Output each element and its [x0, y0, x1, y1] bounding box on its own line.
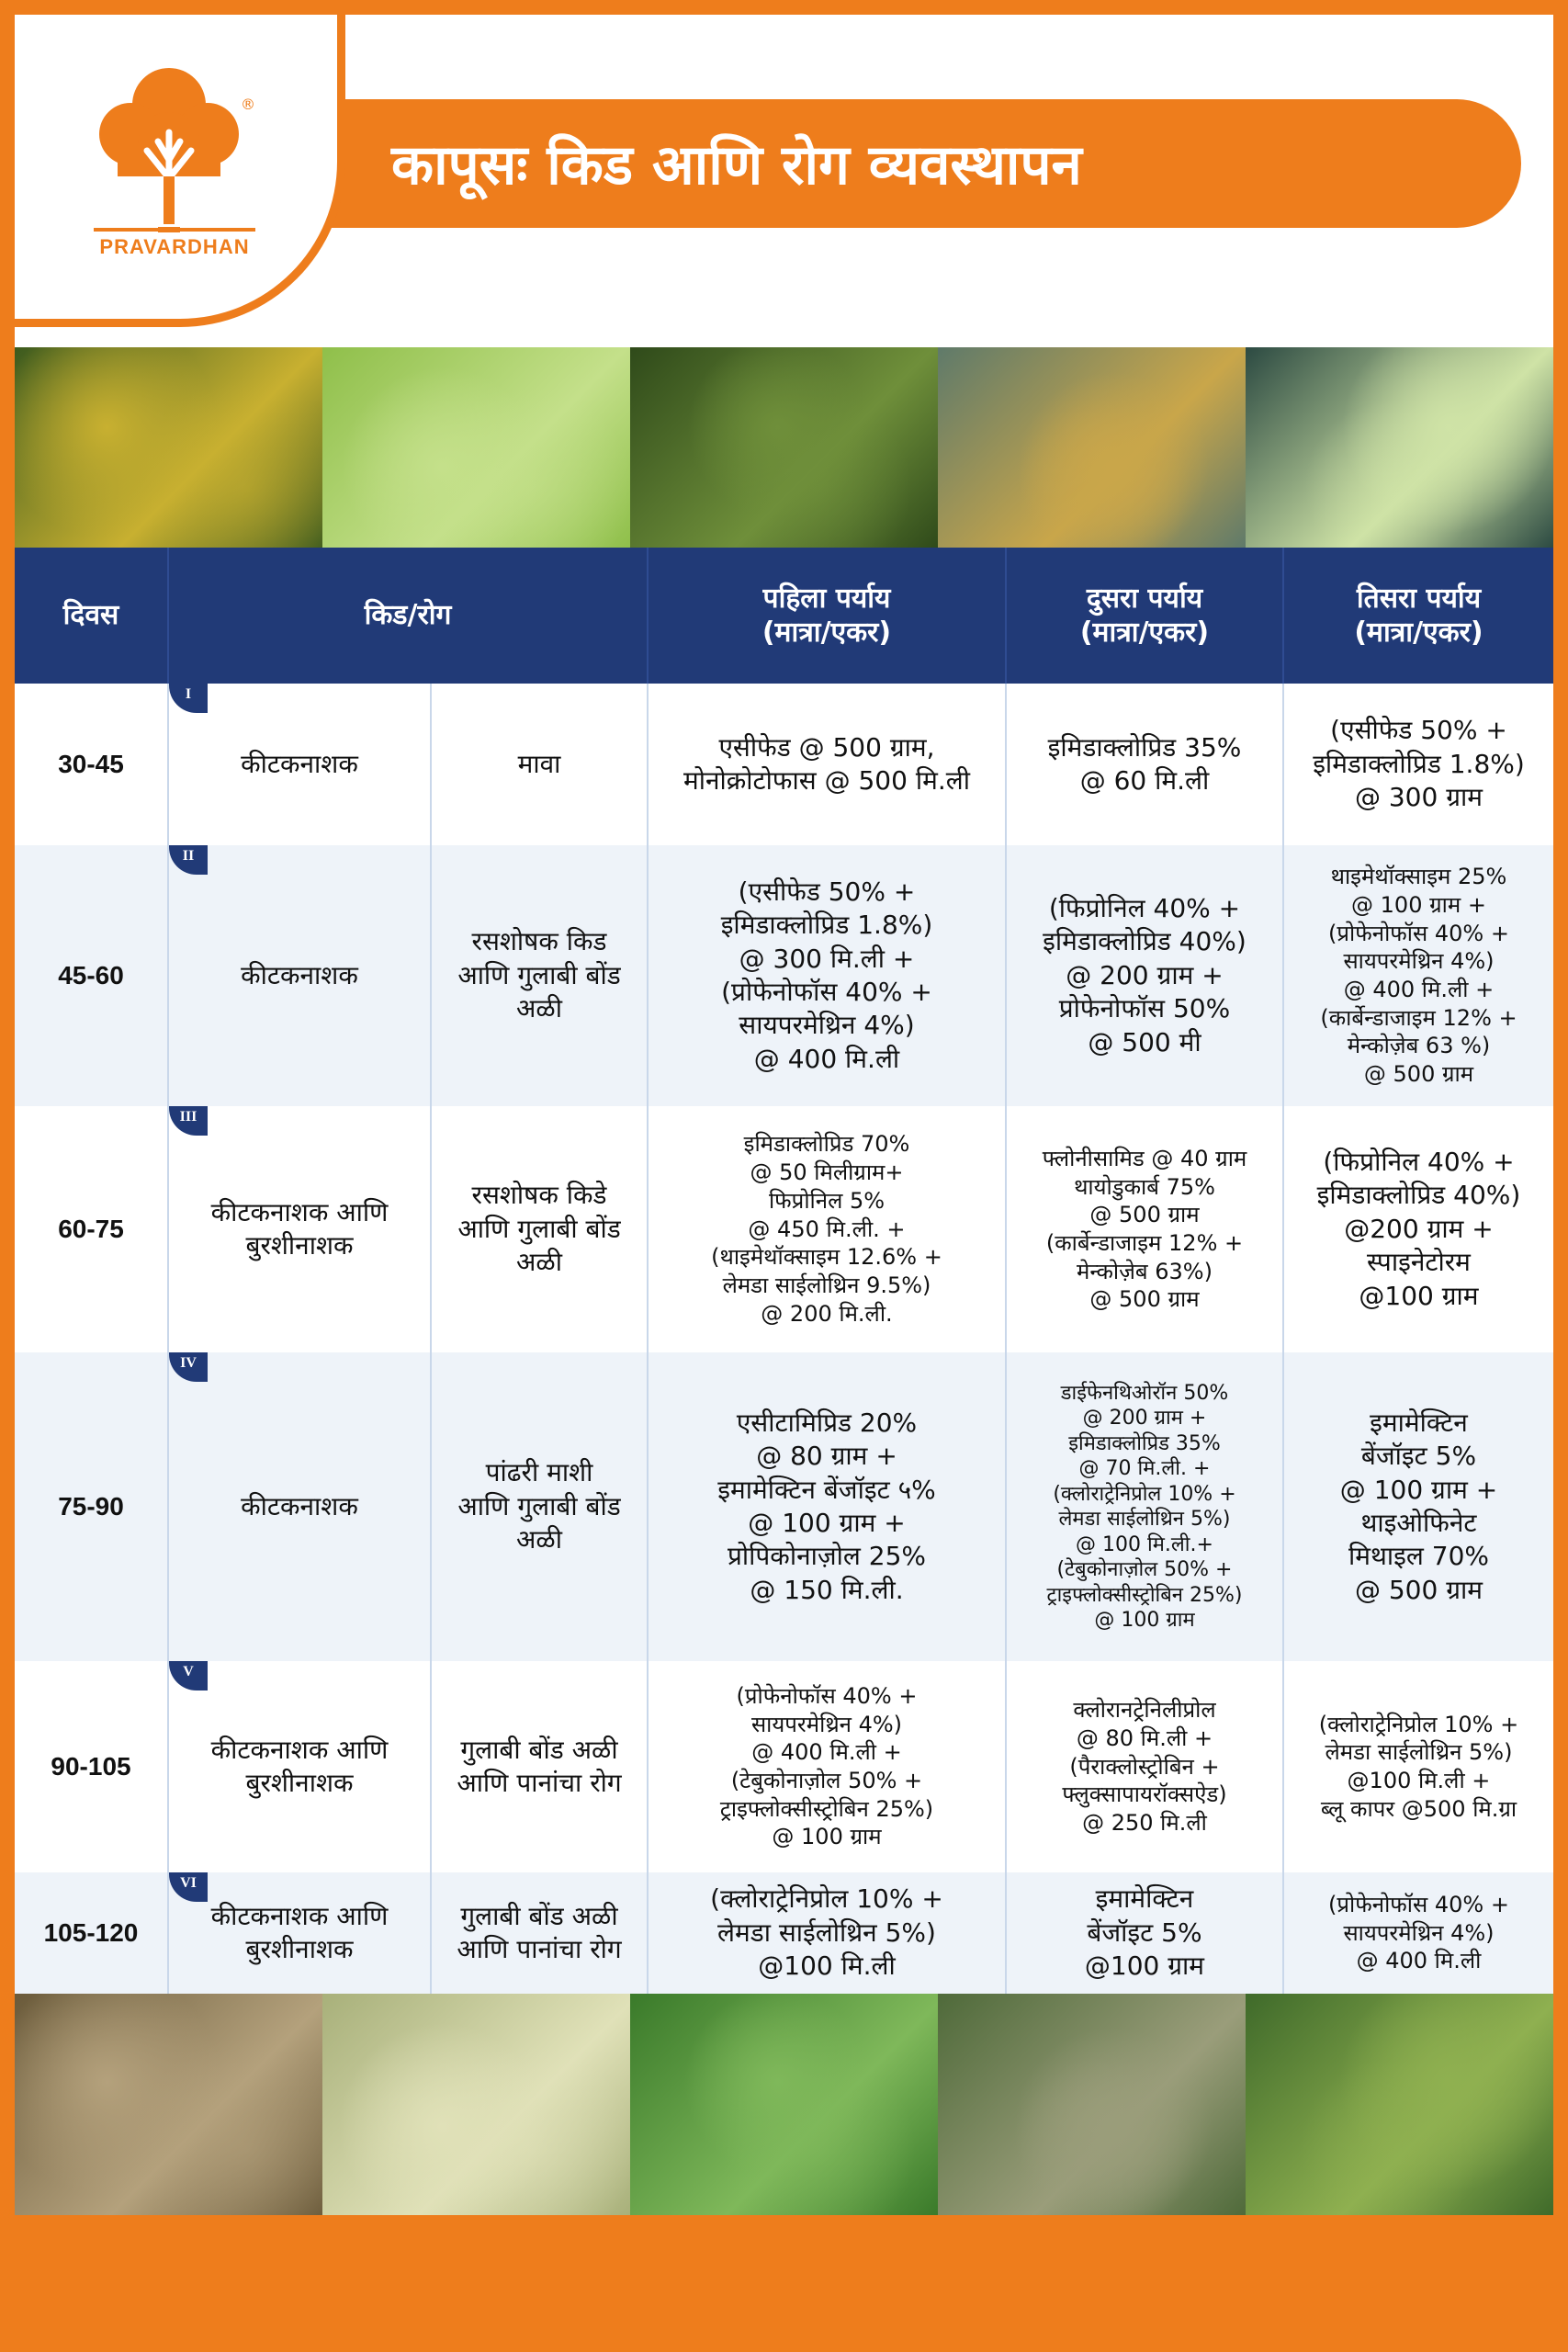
type-cell: कीटकनाशक आणि बुरशीनाशक: [169, 1661, 432, 1872]
option-3-cell: (क्लोराट्रेनिप्रोल 10% + लेमडा साईलोथ्रिन 5%) @100 मि.ली + ब्लू कापर @500 मि.ग्रा: [1318, 1711, 1519, 1822]
header-pest-disease: किड/रोग: [169, 548, 649, 684]
option-2-cell: फ्लोनीसामिड @ 40 ग्राम थायोडुकार्ब 75% @ 500 ग्राम (कार्बेन्डाजाइम 12% + मेन्कोज़ेब 63%) @ 500 ग्राम: [1007, 1106, 1284, 1352]
option-1-cell: इमिडाक्लोप्रिड 70% @ 50 मिलीग्राम+ फिप्रोनिल 5% @ 450 मि.ली. + (थाइमेथॉक्साइम 12.6% + लेमडा साईलोथ्रिन 9.5%) @ 200 मि.ली.: [649, 1106, 1007, 1352]
aphid-leaf-photo: [15, 347, 322, 548]
type-cell: कीटकनाशक: [169, 845, 432, 1106]
logo-badge: [15, 15, 345, 327]
leaf-spot-photo: [630, 1994, 938, 2215]
type-cell: कीटकनाशक आणि बुरशीनाशक: [169, 1106, 432, 1352]
header-option-1: पहिला पर्याय (मात्रा/एकर): [649, 548, 1007, 684]
days-cell: 90-105: [15, 1661, 169, 1872]
stage-number-badge: VI: [169, 1872, 208, 1902]
table-row: [15, 1661, 1553, 1872]
diseased-leaf-photo: [938, 1994, 1246, 2215]
option-1-cell: (क्लोराट्रेनिप्रोल 10% + लेमडा साईलोथ्रिन 5%) @100 मि.ली: [649, 1872, 1007, 1994]
damaged-boll-photo: [15, 1994, 322, 2215]
option-3-cell: इमामेक्टिन बेंजॉइट 5% @ 100 ग्राम + थाइओफिनेट मिथाइल 70% @ 500 ग्राम: [1339, 1407, 1498, 1605]
stage-number-badge: V: [169, 1661, 208, 1690]
table-row: [15, 845, 1553, 1106]
title-bar: [198, 99, 1521, 228]
stage-number-badge: III: [169, 1106, 208, 1136]
stage-number-badge: I: [169, 684, 208, 713]
stage-number-badge: II: [169, 845, 208, 875]
option-1-cell: एसीटामिप्रिड 20% @ 80 ग्राम + इमामेक्टिन बेंजॉइट ५% @ 100 ग्राम + प्रोपिकोनाज़ोल 25% @ 150 मि.ली.: [649, 1352, 1007, 1661]
option-2-cell: इमामेक्टिन बेंजॉइट 5% @100 ग्राम: [1007, 1872, 1284, 1994]
poster-sheet: [15, 15, 1553, 2215]
pest-cell: रसशोषक किड आणि गुलाबी बोंड अळी: [432, 845, 649, 1106]
table-row: [15, 1872, 1553, 1994]
pest-management-table: [15, 548, 1553, 1994]
stage-number-badge: IV: [169, 1352, 208, 1382]
table-row: [15, 1106, 1553, 1352]
option-2-cell: डाईफेनथिओरॉन 50% @ 200 ग्राम + इमिडाक्लोप्रिड 35% @ 70 मि.ली. + (क्लोराट्रेनिप्रोल 10% + लेमडा साईलोथ्रिन 5%) @ 100 मि.ली.+ (टेबुकोनाज़ोल 50% + ट्राइफ्लोक्सीस्ट्रोबिन 25%) @ 100 ग्राम: [1007, 1352, 1284, 1661]
top-photo-strip: [15, 347, 1553, 548]
wilting-plant-photo: [1246, 1994, 1553, 2215]
type-cell: कीटकनाशक आणि बुरशीनाशक: [169, 1872, 432, 1994]
green-leafhopper-photo: [322, 347, 630, 548]
bottom-photo-strip: [15, 1994, 1553, 2215]
days-cell: 75-90: [15, 1352, 169, 1661]
thrips-on-leaf-photo: [938, 347, 1246, 548]
footer-band: [0, 2215, 1568, 2352]
table-row: [15, 1352, 1553, 1661]
type-cell: कीटकनाशक: [169, 1352, 432, 1661]
header-option-3: तिसरा पर्याय (मात्रा/एकर): [1354, 582, 1483, 649]
registered-mark: ®: [241, 96, 255, 113]
pest-cell: रसशोषक किडे आणि गुलाबी बोंड अळी: [432, 1106, 649, 1352]
option-1-cell: (एसीफेड 50% + इमिडाक्लोप्रिड 1.8%) @ 300 मि.ली + (प्रोफेनोफॉस 40% + सायपरमेथ्रिन 4%) @ 400 मि.ली: [649, 845, 1007, 1106]
option-3-cell: (प्रोफेनोफॉस 40% + सायपरमेथ्रिन 4%) @ 400 मि.ली: [1328, 1891, 1509, 1974]
header-days: दिवस: [15, 548, 169, 684]
option-1-cell: (प्रोफेनोफॉस 40% + सायपरमेथ्रिन 4%) @ 400 मि.ली + (टेबुकोनाज़ोल 50% + ट्राइफ्लोक्सीस्ट्रोबिन 25%) @ 100 ग्राम: [649, 1661, 1007, 1872]
pest-cell: मावा: [432, 684, 649, 845]
cotton-plants-photo: [630, 347, 938, 548]
type-cell: कीटकनाशक: [169, 684, 432, 845]
page-title: कापूसः किड आणि रोग व्यवस्थापन: [391, 133, 1082, 198]
days-cell: 30-45: [15, 684, 169, 845]
tree-logo-icon: [96, 59, 243, 233]
option-3-cell: (एसीफेड 50% + इमिडाक्लोप्रिड 1.8%) @ 300 ग्राम: [1313, 715, 1525, 813]
pest-cell: गुलाबी बोंड अळी आणि पानांचा रोग: [432, 1872, 649, 1994]
option-2-cell: (फिप्रोनिल 40% + इमिडाक्लोप्रिड 40%) @ 200 ग्राम + प्रोफेनोफॉस 50% @ 500 मी: [1007, 845, 1284, 1106]
pest-cell: गुलाबी बोंड अळी आणि पानांचा रोग: [432, 1661, 649, 1872]
option-1-cell: एसीफेड @ 500 ग्राम, मोनोक्रोटोफास @ 500 मि.ली: [649, 684, 1007, 845]
leaf-underside-photo: [322, 1994, 630, 2215]
option-2-cell: इमिडाक्लोप्रिड 35% @ 60 मि.ली: [1007, 684, 1284, 845]
pest-cell: पांढरी माशी आणि गुलाबी बोंड अळी: [432, 1352, 649, 1661]
brand-name: PRAVARDHAN: [94, 228, 255, 263]
header-option-2: दुसरा पर्याय (मात्रा/एकर): [1007, 548, 1284, 684]
table-row: [15, 684, 1553, 845]
table-header: [15, 548, 1553, 684]
days-cell: 60-75: [15, 1106, 169, 1352]
jassid-photo: [1246, 347, 1553, 548]
option-3-cell: (फिप्रोनिल 40% + इमिडाक्लोप्रिड 40%) @200 ग्राम + स्पाइनेटोरम @100 ग्राम: [1316, 1147, 1521, 1311]
option-3-cell: थाइमेथॉक्साइम 25% @ 100 ग्राम + (प्रोफेनोफॉस 40% + सायपरमेथ्रिन 4%) @ 400 मि.ली + (कार्बेन्डाजाइम 12% + मेन्कोज़ेब 63 %) @ 500 ग्राम: [1320, 864, 1517, 1088]
option-2-cell: क्लोरानट्रेनिलीप्रोल @ 80 मि.ली + (पैराक्लोस्ट्रोबिन + फ्लुक्सापायरॉक्सऐड) @ 250 मि.ली: [1007, 1661, 1284, 1872]
days-cell: 45-60: [15, 845, 169, 1106]
days-cell: 105-120: [15, 1872, 169, 1994]
